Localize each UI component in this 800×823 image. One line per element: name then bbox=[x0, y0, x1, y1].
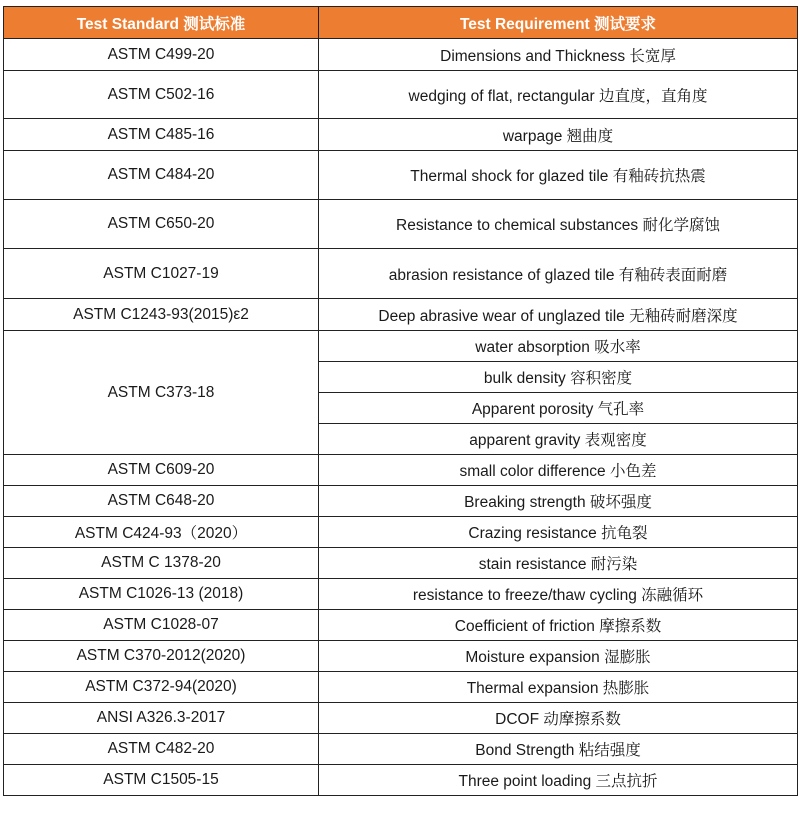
requirement-cell: bulk density 容积密度 bbox=[319, 362, 798, 393]
standard-cell: ASTM C484-20 bbox=[4, 151, 319, 200]
table-row bbox=[4, 672, 798, 703]
requirement-cell: Resistance to chemical substances 耐化学腐蚀 bbox=[319, 200, 798, 249]
standard-cell: ANSI A326.3-2017 bbox=[4, 703, 319, 734]
requirement-cell: DCOF 动摩擦系数 bbox=[319, 703, 798, 734]
table-row bbox=[4, 455, 798, 486]
table-row bbox=[4, 765, 798, 796]
standard-cell: ASTM C1028-07 bbox=[4, 610, 319, 641]
requirement-cell: Three point loading 三点抗折 bbox=[319, 765, 798, 796]
standard-cell: ASTM C650-20 bbox=[4, 200, 319, 249]
table-row bbox=[4, 151, 798, 200]
standard-cell: ASTM C1026-13 (2018) bbox=[4, 579, 319, 610]
standard-cell: ASTM C370-2012(2020) bbox=[4, 641, 319, 672]
table-row bbox=[4, 517, 798, 548]
requirement-cell: resistance to freeze/thaw cycling 冻融循环 bbox=[319, 579, 798, 610]
requirement-cell: Thermal expansion 热膨胀 bbox=[319, 672, 798, 703]
requirement-cell: warpage 翘曲度 bbox=[319, 119, 798, 151]
requirement-cell: small color difference 小色差 bbox=[319, 455, 798, 486]
table-row bbox=[4, 299, 798, 331]
standard-cell: ASTM C609-20 bbox=[4, 455, 319, 486]
standard-cell: ASTM C1505-15 bbox=[4, 765, 319, 796]
standard-cell: ASTM C 1378-20 bbox=[4, 548, 319, 579]
standard-cell: ASTM C1027-19 bbox=[4, 249, 319, 299]
requirement-cell: stain resistance 耐污染 bbox=[319, 548, 798, 579]
standard-cell: ASTM C502-16 bbox=[4, 71, 319, 119]
standard-cell: ASTM C648-20 bbox=[4, 486, 319, 517]
table-row bbox=[4, 548, 798, 579]
header-row bbox=[4, 7, 798, 39]
requirement-cell: apparent gravity 表观密度 bbox=[319, 424, 798, 455]
requirement-cell: Bond Strength 粘结强度 bbox=[319, 734, 798, 765]
requirement-cell: Moisture expansion 湿膨胀 bbox=[319, 641, 798, 672]
requirement-cell: Apparent porosity 气孔率 bbox=[319, 393, 798, 424]
requirement-cell: Coefficient of friction 摩擦系数 bbox=[319, 610, 798, 641]
requirement-cell: water absorption 吸水率 bbox=[319, 331, 798, 362]
requirement-cell: Dimensions and Thickness 长宽厚 bbox=[319, 39, 798, 71]
standard-cell: ASTM C372-94(2020) bbox=[4, 672, 319, 703]
table-row bbox=[4, 119, 798, 151]
table-row bbox=[4, 703, 798, 734]
requirement-cell: Crazing resistance 抗龟裂 bbox=[319, 517, 798, 548]
table-row bbox=[4, 486, 798, 517]
header-standard: Test Standard 测试标准 bbox=[4, 7, 319, 39]
table-row bbox=[4, 610, 798, 641]
test-standards-table bbox=[3, 6, 798, 796]
table-row bbox=[4, 249, 798, 299]
table-row bbox=[4, 734, 798, 765]
standard-cell: ASTM C373-18 bbox=[4, 331, 319, 455]
standard-cell: ASTM C482-20 bbox=[4, 734, 319, 765]
requirement-cell: Thermal shock for glazed tile 有釉砖抗热震 bbox=[319, 151, 798, 200]
requirement-cell: wedging of flat, rectangular 边直度，直角度 bbox=[319, 71, 798, 119]
standard-cell: ASTM C424-93（2020） bbox=[4, 517, 319, 548]
requirement-cell: Breaking strength 破坏强度 bbox=[319, 486, 798, 517]
table-row bbox=[4, 331, 798, 362]
standard-cell: ASTM C1243-93(2015)ε2 bbox=[4, 299, 319, 331]
header-requirement: Test Requirement 测试要求 bbox=[319, 7, 798, 39]
requirement-cell: Deep abrasive wear of unglazed tile 无釉砖耐磨深度 bbox=[319, 299, 798, 331]
standard-cell: ASTM C499-20 bbox=[4, 39, 319, 71]
table-row bbox=[4, 71, 798, 119]
table-row bbox=[4, 579, 798, 610]
standard-cell: ASTM C485-16 bbox=[4, 119, 319, 151]
requirement-cell: abrasion resistance of glazed tile 有釉砖表面耐磨 bbox=[319, 249, 798, 299]
table-row bbox=[4, 641, 798, 672]
table-row bbox=[4, 200, 798, 249]
table-row bbox=[4, 39, 798, 71]
